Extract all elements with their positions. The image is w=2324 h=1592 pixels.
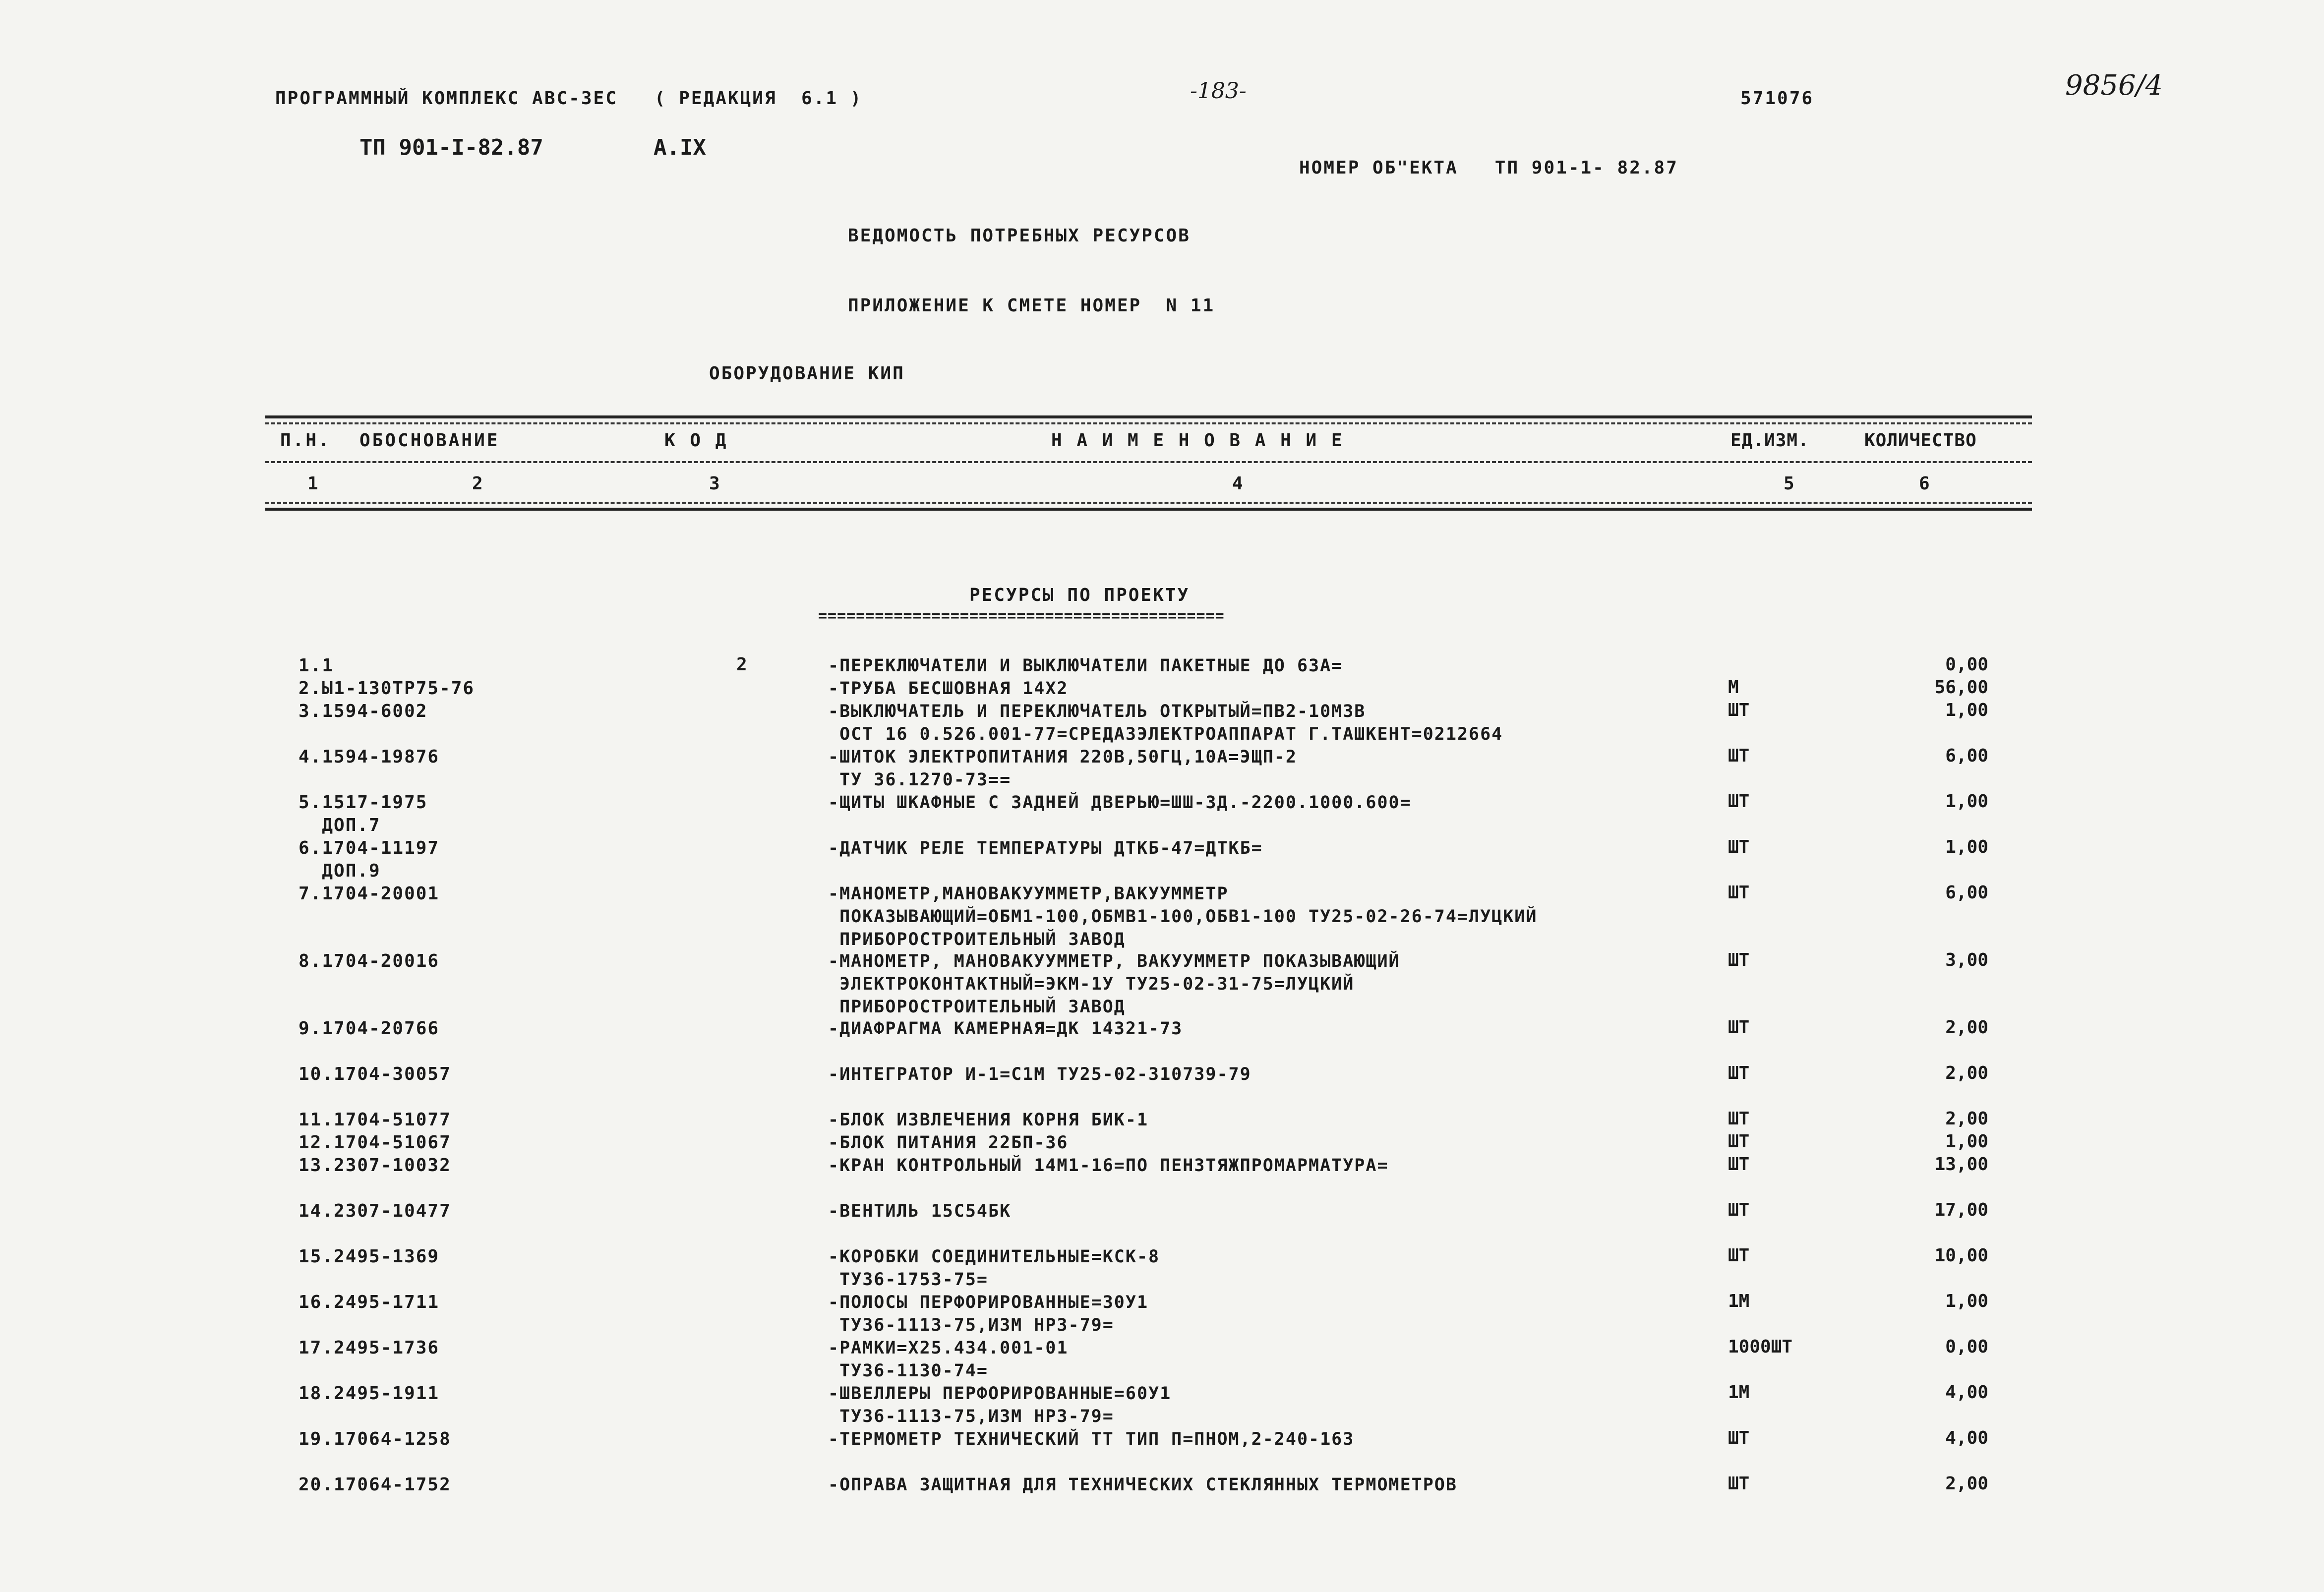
row-name: -ПОЛОСЫ ПЕРФОРИРОВАННЫЕ=30У1 ТУ36-1113-75,ИЗМ НР3-79= bbox=[828, 1293, 1149, 1335]
row-unit: ШТ bbox=[1728, 1200, 1750, 1220]
table-top-rule bbox=[265, 415, 2032, 418]
row-name: -ШИТОК ЭЛЕКТРОПИТАНИЯ 220В,50ГЦ,10А=ЭЩП-2 ТУ 36.1270-73== bbox=[828, 747, 1297, 790]
col-number-2: 2 bbox=[472, 473, 485, 494]
row-unit: ШТ bbox=[1728, 700, 1750, 720]
row-name: -БЛОК ИЗВЛЕЧЕНИЯ КОРНЯ БИК-1 bbox=[828, 1110, 1149, 1130]
program-header: ПРОГРАММНЫЙ КОМПЛЕКС АВС-3ЕС ( РЕДАКЦИЯ 6.1 ) bbox=[275, 88, 863, 109]
document-title: ВЕДОМОСТЬ ПОТРЕБНЫХ РЕСУРСОВ bbox=[848, 226, 1191, 246]
section-code: А.IX bbox=[654, 135, 706, 160]
row-quantity: 0,00 bbox=[1945, 654, 1988, 675]
row-name: -ЩИТЫ ШКАФНЫЕ С ЗАДНЕЙ ДВЕРЬЮ=ШШ-ЗД.-2200.1000.600= bbox=[828, 793, 1412, 813]
document-number: 571076 bbox=[1740, 88, 1814, 109]
appendix-title: ПРИЛОЖЕНИЕ К СМЕТЕ НОМЕР N 11 bbox=[848, 295, 1215, 316]
row-unit: ШТ bbox=[1728, 1109, 1750, 1129]
col-number-1: 1 bbox=[307, 473, 320, 494]
col-number-6: 6 bbox=[1919, 473, 1932, 494]
project-code: ТП 901-I-82.87 bbox=[359, 135, 543, 160]
row-quantity: 1,00 bbox=[1945, 837, 1988, 857]
row-number-basis: 14.2307-10477 bbox=[298, 1201, 451, 1221]
handwritten-reference: 9856/4 bbox=[2065, 69, 2163, 102]
row-unit: 1000ШТ bbox=[1728, 1337, 1793, 1357]
header-bottom-dash bbox=[265, 502, 2032, 504]
row-quantity: 2,00 bbox=[1945, 1063, 1988, 1083]
row-supplement: ДОП.9 bbox=[298, 861, 381, 881]
row-number-basis: 9.1704-20766 bbox=[298, 1018, 440, 1039]
row-unit: ШТ bbox=[1728, 950, 1750, 970]
row-name: -ПЕРЕКЛЮЧАТЕЛИ И ВЫКЛЮЧАТЕЛИ ПАКЕТНЫЕ ДО 63А= bbox=[828, 656, 1343, 676]
equipment-subtitle: ОБОРУДОВАНИЕ КИП bbox=[709, 363, 905, 384]
row-number-basis: 2.Ы1-130ТР75-76 bbox=[298, 678, 475, 699]
row-quantity: 1,00 bbox=[1945, 1131, 1988, 1152]
row-name: -КОРОБКИ СОЕДИНИТЕЛЬНЫЕ=КСК-8 ТУ36-1753-75= bbox=[828, 1247, 1160, 1290]
row-name: -БЛОК ПИТАНИЯ 22БП-36 bbox=[828, 1133, 1069, 1153]
col-number-4: 4 bbox=[1232, 473, 1245, 494]
row-name: -КРАН КОНТРОЛЬНЫЙ 14М1-16=ПО ПЕНЗТЯЖПРОМАРМАТУРА= bbox=[828, 1156, 1389, 1176]
col-number-3: 3 bbox=[709, 473, 722, 494]
row-unit: ШТ bbox=[1728, 1474, 1750, 1494]
section-title-underline: =========================================== bbox=[818, 607, 1225, 625]
row-number-basis: 6.1704-11197 ДОП.9 bbox=[298, 837, 439, 883]
row-number-basis: 1.1 bbox=[298, 655, 334, 676]
table-top-dash bbox=[265, 422, 2032, 424]
section-title: РЕСУРСЫ ПО ПРОЕКТУ bbox=[969, 585, 1190, 605]
table-header-bottom-rule bbox=[265, 508, 2032, 511]
row-number-basis: 17.2495-1736 bbox=[298, 1338, 440, 1358]
row-unit: ШТ bbox=[1728, 1245, 1750, 1266]
row-name: -ТРУБА БЕСШОВНАЯ 14Х2 bbox=[828, 679, 1069, 699]
row-quantity: 13,00 bbox=[1934, 1154, 1988, 1175]
row-number-basis: 8.1704-20016 bbox=[298, 951, 440, 971]
row-quantity: 4,00 bbox=[1945, 1428, 1988, 1448]
row-number-basis: 18.2495-1911 bbox=[298, 1383, 440, 1404]
row-quantity: 1,00 bbox=[1945, 1291, 1988, 1311]
row-number-basis: 12.1704-51067 bbox=[298, 1132, 451, 1153]
row-quantity: 0,00 bbox=[1945, 1337, 1988, 1357]
row-name: -ОПРАВА ЗАЩИТНАЯ ДЛЯ ТЕХНИЧЕСКИХ СТЕКЛЯННЫХ ТЕРМОМЕТРОВ bbox=[828, 1475, 1457, 1495]
col-number-5: 5 bbox=[1784, 473, 1796, 494]
row-unit: ШТ bbox=[1728, 883, 1750, 903]
row-unit: ШТ bbox=[1728, 1428, 1750, 1448]
row-number-basis: 13.2307-10032 bbox=[298, 1155, 451, 1176]
row-quantity: 3,00 bbox=[1945, 950, 1988, 970]
row-unit: ШТ bbox=[1728, 1063, 1750, 1083]
row-unit: 1М bbox=[1728, 1291, 1750, 1311]
row-code: 2 bbox=[736, 654, 747, 675]
row-quantity: 17,00 bbox=[1934, 1200, 1988, 1220]
row-number-basis: 19.17064-1258 bbox=[298, 1429, 451, 1449]
row-number-basis: 15.2495-1369 bbox=[298, 1246, 440, 1267]
object-number: НОМЕР ОБ"ЕКТА ТП 901-1- 82.87 bbox=[1299, 158, 1678, 178]
row-number-basis: 3.1594-6002 bbox=[298, 701, 428, 721]
row-quantity: 4,00 bbox=[1945, 1382, 1988, 1403]
row-unit: ШТ bbox=[1728, 1154, 1750, 1175]
col-header-name: Н А И М Е Н О В А Н И Е bbox=[1051, 430, 1344, 451]
row-quantity: 6,00 bbox=[1945, 883, 1988, 903]
row-supplement: ДОП.7 bbox=[298, 815, 381, 835]
row-name: -ТЕРМОМЕТР ТЕХНИЧЕСКИЙ ТТ ТИП П=ПНОМ,2-240-163 bbox=[828, 1429, 1355, 1449]
row-number-basis: 11.1704-51077 bbox=[298, 1110, 451, 1130]
row-name: -РАМКИ=Х25.434.001-01 ТУ36-1130-74= bbox=[828, 1338, 1069, 1381]
row-unit: ШТ bbox=[1728, 1131, 1750, 1152]
row-number-basis: 5.1517-1975 ДОП.7 bbox=[298, 791, 427, 837]
row-name: -МАНОМЕТР,МАНОВАКУУММЕТР,ВАКУУММЕТР ПОКАЗЫВАЮЩИЙ=ОБМ1-100,ОБМВ1-100,ОБВ1-100 ТУ25-02-26-74=ЛУЦКИЙ ПРИБОРОСТРОИТЕЛЬНЫЙ ЗАВОД bbox=[828, 884, 1538, 949]
row-quantity: 2,00 bbox=[1945, 1474, 1988, 1494]
header-mid-dash bbox=[265, 461, 2032, 463]
row-number-basis: 20.17064-1752 bbox=[298, 1474, 451, 1495]
row-unit: ШТ bbox=[1728, 1017, 1750, 1038]
row-quantity: 1,00 bbox=[1945, 791, 1988, 812]
row-number-basis: 4.1594-19876 bbox=[298, 747, 440, 767]
row-name: -ВЫКЛЮЧАТЕЛЬ И ПЕРЕКЛЮЧАТЕЛЬ ОТКРЫТЫЙ=ПВ2-10М3В ОСТ 16 0.526.001-77=СРЕДАЗЭЛЕКТРОАППАРАТ Г.ТАШКЕНТ=0212664 bbox=[828, 702, 1503, 744]
row-quantity: 1,00 bbox=[1945, 700, 1988, 720]
row-name: -ВЕНТИЛЬ 15С54БК bbox=[828, 1201, 1012, 1221]
row-name: -МАНОМЕТР, МАНОВАКУУММЕТР, ВАКУУММЕТР ПОКАЗЫВАЮЩИЙ ЭЛЕКТРОКОНТАКТНЫЙ=ЭКМ-1У ТУ25-02-31-75=ЛУЦКИЙ ПРИБОРОСТРОИТЕЛЬНЫЙ ЗАВОД bbox=[828, 951, 1400, 1017]
row-quantity: 2,00 bbox=[1945, 1109, 1988, 1129]
page-number: -183- bbox=[1190, 78, 1247, 104]
row-unit: ШТ bbox=[1728, 837, 1750, 857]
row-number-basis: 10.1704-30057 bbox=[298, 1064, 451, 1084]
row-unit: ШТ bbox=[1728, 746, 1750, 766]
row-quantity: 6,00 bbox=[1945, 746, 1988, 766]
col-header-code: К О Д bbox=[664, 430, 728, 451]
row-name: -ИНТЕГРАТОР И-1=С1М ТУ25-02-310739-79 bbox=[828, 1064, 1251, 1084]
col-header-basis: ОБОСНОВАНИЕ bbox=[359, 430, 500, 451]
row-quantity: 56,00 bbox=[1934, 677, 1988, 698]
row-unit: М bbox=[1728, 677, 1739, 698]
row-quantity: 10,00 bbox=[1934, 1245, 1988, 1266]
row-name: -ШВЕЛЛЕРЫ ПЕРФОРИРОВАННЫЕ=60У1 ТУ36-1113-75,ИЗМ НР3-79= bbox=[828, 1384, 1172, 1426]
col-header-no: П.Н. bbox=[280, 430, 331, 451]
row-quantity: 2,00 bbox=[1945, 1017, 1988, 1038]
row-number-basis: 7.1704-20001 bbox=[298, 884, 440, 904]
row-unit: ШТ bbox=[1728, 791, 1750, 812]
row-name: -ДИАФРАГМА КАМЕРНАЯ=ДК 14321-73 bbox=[828, 1019, 1183, 1039]
col-header-unit: ЕД.ИЗМ. bbox=[1730, 430, 1809, 451]
col-header-quantity: КОЛИЧЕСТВО bbox=[1864, 430, 1977, 451]
row-number-basis: 16.2495-1711 bbox=[298, 1292, 440, 1312]
row-name: -ДАТЧИК РЕЛЕ ТЕМПЕРАТУРЫ ДТКБ-47=ДТКБ= bbox=[828, 838, 1263, 858]
row-unit: 1М bbox=[1728, 1382, 1750, 1403]
